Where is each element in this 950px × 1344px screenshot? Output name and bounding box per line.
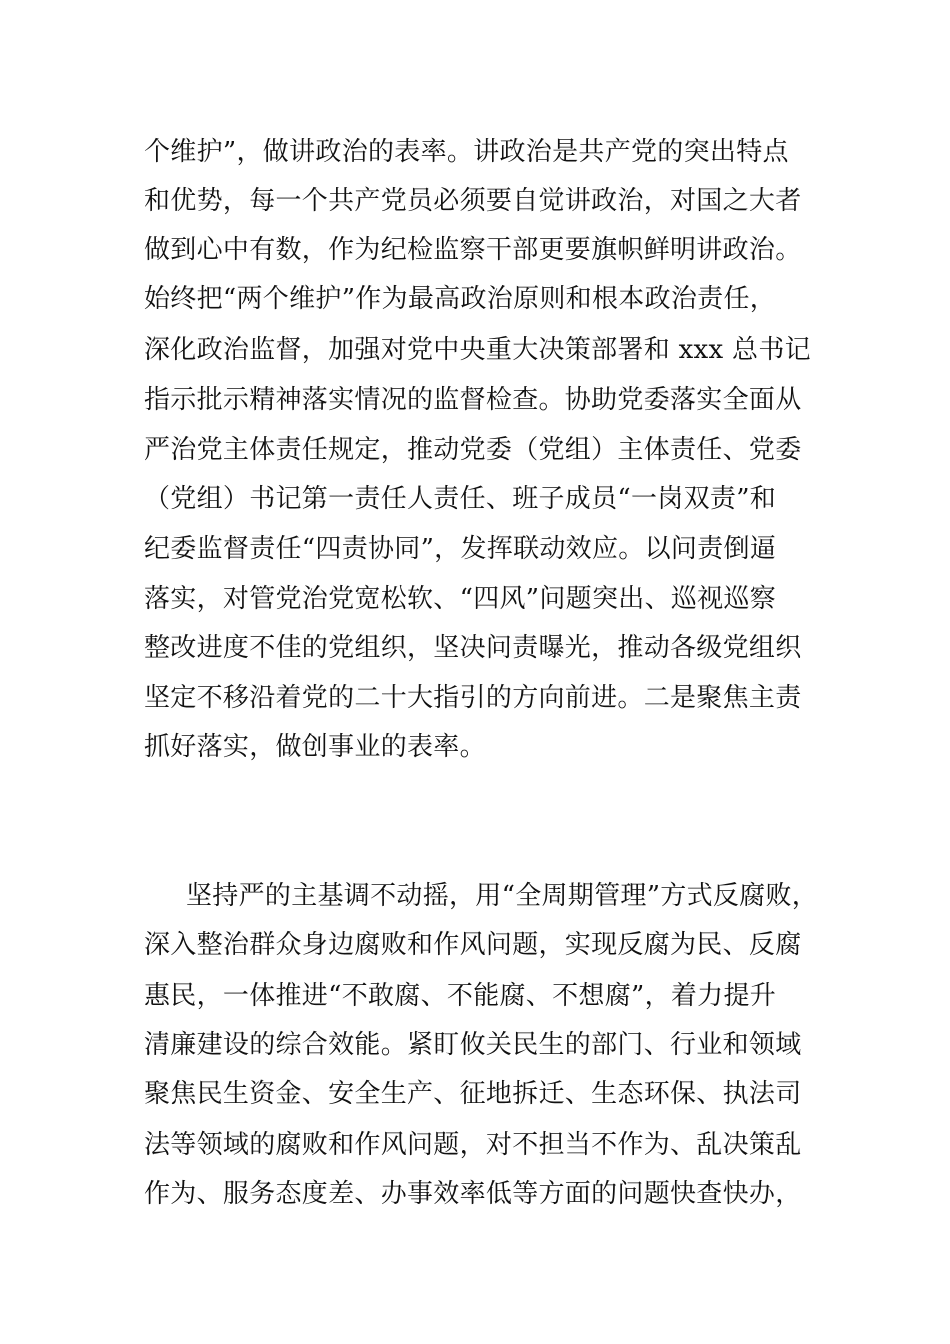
text-line: 始终把“两个维护”作为最高政治原则和根本政治责任， <box>144 284 777 314</box>
text-line: 清廉建设的综合效能。紧盯攸关民生的部门、行业和领域 <box>144 1030 802 1060</box>
text-line: 和优势，每一个共产党员必须要自觉讲政治，对国之大者 <box>144 186 802 216</box>
text-line: 整改进度不佳的党组织，坚决问责曝光，推动各级党组织 <box>144 633 802 663</box>
text-line: 指示批示精神落实情况的监督检查。协助党委落实全面从 <box>144 385 802 415</box>
text-line: 惠民，一体推进“不敢腐、不能腐、不想腐”，着力提升 <box>144 981 777 1011</box>
text-line: 法等领域的腐败和作风问题，对不担当不作为、乱决策乱 <box>144 1130 802 1160</box>
text-line: 个维护”，做讲政治的表率。讲政治是共产党的突出特点 <box>144 137 789 167</box>
text-line: 坚定不移沿着党的二十大指引的方向前进。二是聚焦主责 <box>144 683 802 713</box>
text-line: 抓好落实，做创事业的表率。 <box>144 732 486 762</box>
text-line: 作为、服务态度差、办事效率低等方面的问题快查快办， <box>144 1179 802 1209</box>
text-line: 落实，对管党治党宽松软、“四风”问题突出、巡视巡察 <box>144 584 777 614</box>
text-line: 坚持严的主基调不动摇，用“全周期管理”方式反腐败， <box>186 881 819 911</box>
text-line: 严治党主体责任规定，推动党委（党组）主体责任、党委 <box>144 435 802 465</box>
text-line: 纪委监督责任“四责协同”，发挥联动效应。以问责倒逼 <box>144 534 777 564</box>
text-line: 深化政治监督，加强对党中央重大决策部署和 xxx 总书记 <box>144 335 811 365</box>
text-line: 深入整治群众身边腐败和作风问题，实现反腐为民、反腐 <box>144 930 802 960</box>
text-line: 聚焦民生资金、安全生产、征地拆迁、生态环保、执法司 <box>144 1079 802 1109</box>
text-line: 做到心中有数，作为纪检监察干部更要旗帜鲜明讲政治。 <box>144 235 802 265</box>
text-line: （党组）书记第一责任人责任、班子成员“一岗双责”和 <box>144 484 777 514</box>
